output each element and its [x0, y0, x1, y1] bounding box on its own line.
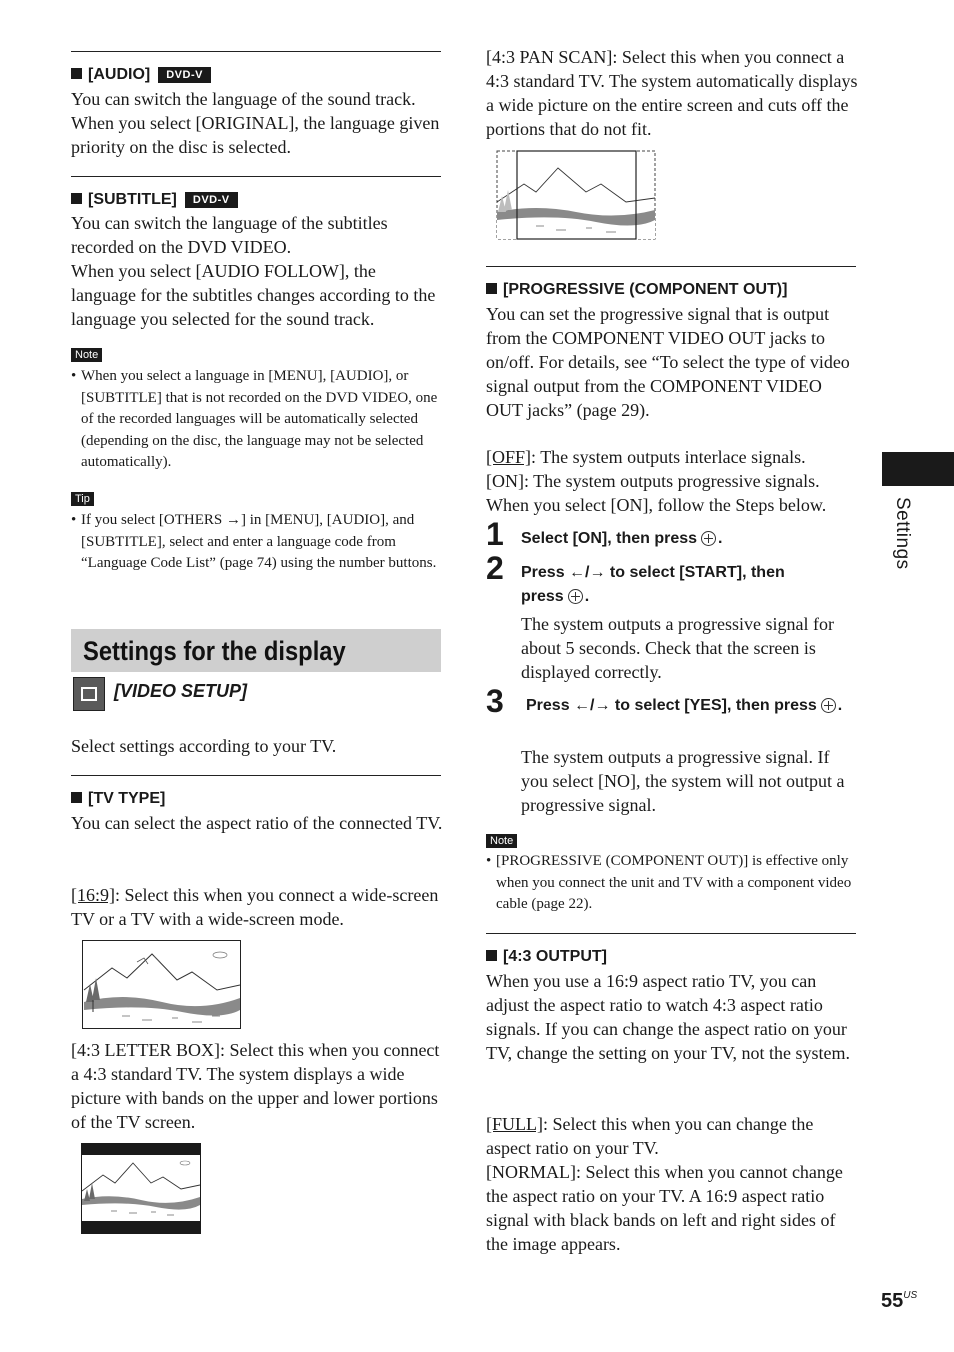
step-2-body: The system outputs a progressive signal for about 5 seconds. Check that the screen is displayed correctly. [521, 614, 834, 682]
square-bullet-icon [71, 193, 82, 204]
enter-button-icon [701, 531, 716, 546]
audio-heading: [AUDIO] DVD-V [71, 65, 211, 85]
video-setup-icon [73, 677, 105, 711]
tv-type-panscan: [4:3 PAN SCAN]: Select this when you connect a 4:3 standard TV. The system automatically displays a wide picture on the entire screen and cuts off the portions that do not fit. [486, 47, 858, 139]
rule-audio [71, 51, 441, 52]
output43-heading: [4:3 OUTPUT] [486, 947, 607, 967]
square-bullet-icon [71, 68, 82, 79]
note-progressive: • [PROGRESSIVE (COMPONENT OUT)] is effective only when you connect the unit and TV with a component video cable (page 22). [486, 853, 852, 912]
dvd-v-badge: DVD-V [158, 67, 211, 83]
letterbox-illustration [81, 1143, 201, 1234]
audio-body: You can switch the language of the sound track. When you select [ORIGINAL], the language given priority on the disc is selected. [71, 89, 440, 157]
square-bullet-icon [486, 950, 497, 961]
rule-subtitle [71, 176, 441, 177]
subtitle-body: You can switch the language of the subtitles recorded on the DVD VIDEO. When you select [AUDIO FOLLOW], the language for the subtitles changes according to the language you selected for the sound track. [71, 213, 436, 329]
section-title-bar [71, 629, 441, 672]
subtitle-heading: [SUBTITLE] DVD-V [71, 190, 238, 210]
tip-language-code: • If you select [OTHERS →] in [MENU], [AUDIO], and [SUBTITLE], select and enter a language code from “Language Code List” (page 74) using the number buttons. [71, 512, 437, 571]
progressive-body: You can set the progressive signal that is output from the COMPONENT VIDEO OUT jacks to on/off. For details, see “To select the type of video signal output from the COMPONENT VIDEO OUT jacks” (page 29). [486, 304, 850, 420]
step-2-number: 2 [486, 550, 504, 586]
progressive-heading: [PROGRESSIVE (COMPONENT OUT)] [486, 280, 787, 300]
side-tab-label: Settings [892, 497, 913, 570]
step-1-number: 1 [486, 516, 504, 552]
note-audio-subtitle: • When you select a language in [MENU], [AUDIO], or [SUBTITLE] that is not recorded on the DVD VIDEO, one of the recorded languages will be automatically selected (depending on the disc, the language may not be selected automatically). [71, 368, 438, 470]
rule-progressive [486, 266, 856, 267]
section-intro: Select settings according to your TV. [71, 736, 337, 756]
tv-type-body: You can select the aspect ratio of the connected TV. [71, 813, 443, 833]
enter-button-icon [568, 589, 583, 604]
note-label: Note [486, 834, 517, 848]
video-setup-title: [VIDEO SETUP] [114, 681, 248, 701]
square-bullet-icon [71, 792, 82, 803]
step-3-body: The system outputs a progressive signal. If you select [NO], the system will not output a progressive signal. [521, 747, 845, 815]
wide-screen-illustration [82, 940, 242, 1030]
output43-body: When you use a 16:9 aspect ratio TV, you can adjust the aspect ratio to watch 4:3 aspect ratio signals. If you can change the aspect ratio on your TV, change the setting on your TV, not the system. [486, 971, 850, 1063]
output43-normal: [NORMAL]: Select this when you cannot change the aspect ratio on your TV. A 16:9 aspect ratio signal with black bands on left and right sides of the image appears. [486, 1162, 843, 1254]
step-2-text: Press ←/→ to select [START], then press . [521, 564, 785, 605]
progressive-on: [ON]: The system outputs progressive signals. When you select [ON], follow the Steps below. [486, 471, 827, 515]
tv-type-heading: [TV TYPE] [71, 789, 165, 809]
step-1-text: Select [ON], then press . [521, 530, 723, 547]
dvd-v-badge: DVD-V [185, 192, 238, 208]
section-title: Settings for the display [83, 636, 346, 666]
step-3-number: 3 [486, 683, 504, 719]
tip-label: Tip [71, 492, 94, 506]
side-tab-marker [882, 452, 954, 486]
enter-button-icon [821, 698, 836, 713]
note-label: Note [71, 348, 102, 362]
pan-scan-illustration [496, 150, 658, 242]
page-number: $55^{US}$ [881, 1290, 918, 1312]
step-3-text: Press ←/→ to select [YES], then press . [526, 697, 843, 714]
output43-full: [FULL]: Select this when you can change the aspect ratio on your TV. [486, 1114, 814, 1158]
tv-type-169: [16:9]: Select this when you connect a wide-screen TV or a TV with a wide-screen mode. [71, 885, 439, 929]
square-bullet-icon [486, 283, 497, 294]
tv-type-letterbox: [4:3 LETTER BOX]: Select this when you connect a 4:3 standard TV. The system displays a wide picture with bands on the upper and lower portions of the TV screen. [71, 1040, 440, 1132]
progressive-off: [OFF]: The system outputs interlace signals. [486, 447, 806, 467]
rule-tv-type [71, 775, 441, 776]
rule-43-output [486, 933, 856, 934]
